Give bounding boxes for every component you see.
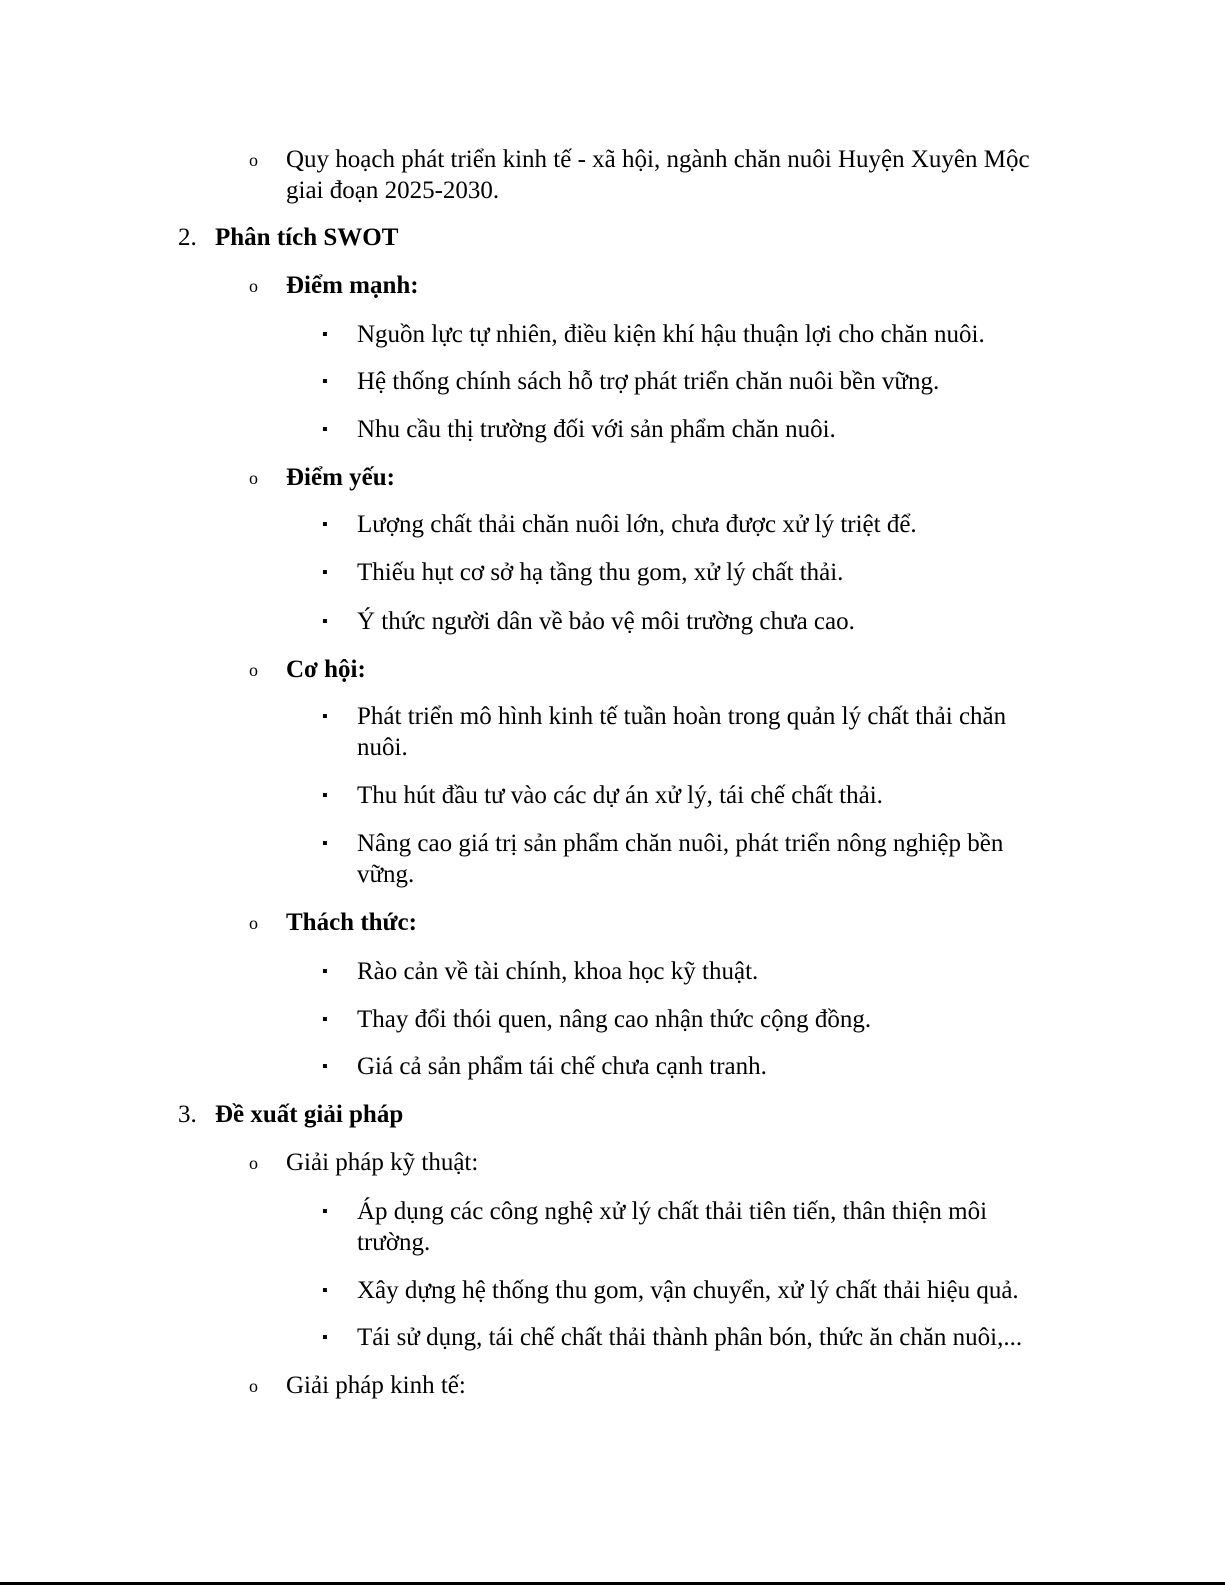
strength-item: Nhu cầu thị trường đối với sản phẩm chăn nuôi. — [357, 416, 836, 443]
list-marker-circle: o — [249, 913, 258, 933]
weakness-item: Thiếu hụt cơ sở hạ tầng thu gom, xử lý chất thải. — [357, 559, 844, 586]
list-marker-circle: o — [249, 1153, 258, 1173]
list-marker-square: ▪ — [322, 326, 328, 343]
list-marker-square: ▪ — [322, 787, 328, 804]
threat-item: Thay đổi thói quen, nâng cao nhận thức cộng đồng. — [357, 1006, 872, 1033]
list-marker-square: ▪ — [322, 421, 328, 438]
list-marker-square: ▪ — [322, 1203, 328, 1220]
list-marker-square: ▪ — [322, 613, 328, 630]
intro-item-line-2: giai đoạn 2025-2030. — [286, 177, 500, 204]
threat-item: Rào cản về tài chính, khoa học kỹ thuật. — [357, 958, 759, 985]
list-marker-circle: o — [249, 276, 258, 296]
list-marker-square: ▪ — [322, 835, 328, 852]
section-2-title: Phân tích SWOT — [215, 224, 399, 251]
opportunity-item: Thu hút đầu tư vào các dự án xử lý, tái chế chất thải. — [357, 782, 883, 809]
strengths-heading: Điểm mạnh: — [286, 272, 419, 299]
opportunities-heading: Cơ hội: — [286, 656, 366, 683]
opportunity-item-line-2: nuôi. — [357, 734, 408, 761]
strength-item: Hệ thống chính sách hỗ trợ phát triển chăn nuôi bền vững. — [357, 368, 940, 395]
list-marker-square: ▪ — [322, 1058, 328, 1075]
list-marker-circle: o — [249, 468, 258, 488]
strength-item: Nguồn lực tự nhiên, điều kiện khí hậu thuận lợi cho chăn nuôi. — [357, 321, 985, 348]
section-3-number: 3. — [178, 1101, 197, 1128]
list-marker-square: ▪ — [322, 1329, 328, 1346]
technical-item: Tái sử dụng, tái chế chất thải thành phân bón, thức ăn chăn nuôi,... — [357, 1324, 1023, 1351]
list-marker-circle: o — [249, 660, 258, 680]
technical-item-line-2: trường. — [357, 1229, 431, 1256]
list-marker-square: ▪ — [322, 1282, 328, 1299]
list-marker-square: ▪ — [322, 708, 328, 725]
list-marker-circle: o — [249, 150, 258, 170]
list-marker-square: ▪ — [322, 963, 328, 980]
weakness-item: Ý thức người dân về bảo vệ môi trường chưa cao. — [357, 608, 855, 635]
list-marker-square: ▪ — [322, 516, 328, 533]
technical-item-line-1: Áp dụng các công nghệ xử lý chất thải tiên tiến, thân thiện môi — [357, 1198, 988, 1225]
technical-item: Xây dựng hệ thống thu gom, vận chuyển, xử lý chất thải hiệu quả. — [357, 1277, 1019, 1304]
section-3-title: Đề xuất giải pháp — [215, 1101, 404, 1128]
section-2-number: 2. — [178, 224, 197, 251]
threat-item: Giá cả sản phẩm tái chế chưa cạnh tranh. — [357, 1053, 767, 1080]
opportunity-item-line-2: vững. — [357, 861, 415, 888]
opportunity-item-line-1: Phát triển mô hình kinh tế tuần hoàn trong quản lý chất thải chăn — [357, 703, 1007, 730]
list-marker-square: ▪ — [322, 564, 328, 581]
list-marker-square: ▪ — [322, 373, 328, 390]
weakness-item: Lượng chất thải chăn nuôi lớn, chưa được xử lý triệt để. — [357, 511, 917, 538]
list-marker-circle: o — [249, 1376, 258, 1396]
intro-item-line-1: Quy hoạch phát triển kinh tế - xã hội, ngành chăn nuôi Huyện Xuyên Mộc — [286, 146, 1030, 173]
weaknesses-heading: Điểm yếu: — [286, 464, 395, 491]
economic-heading: Giải pháp kinh tế: — [286, 1372, 466, 1399]
opportunity-item-line-1: Nâng cao giá trị sản phẩm chăn nuôi, phát triển nông nghiệp bền — [357, 830, 1004, 857]
list-marker-square: ▪ — [322, 1011, 328, 1028]
threats-heading: Thách thức: — [286, 909, 417, 936]
technical-heading: Giải pháp kỹ thuật: — [286, 1149, 479, 1176]
